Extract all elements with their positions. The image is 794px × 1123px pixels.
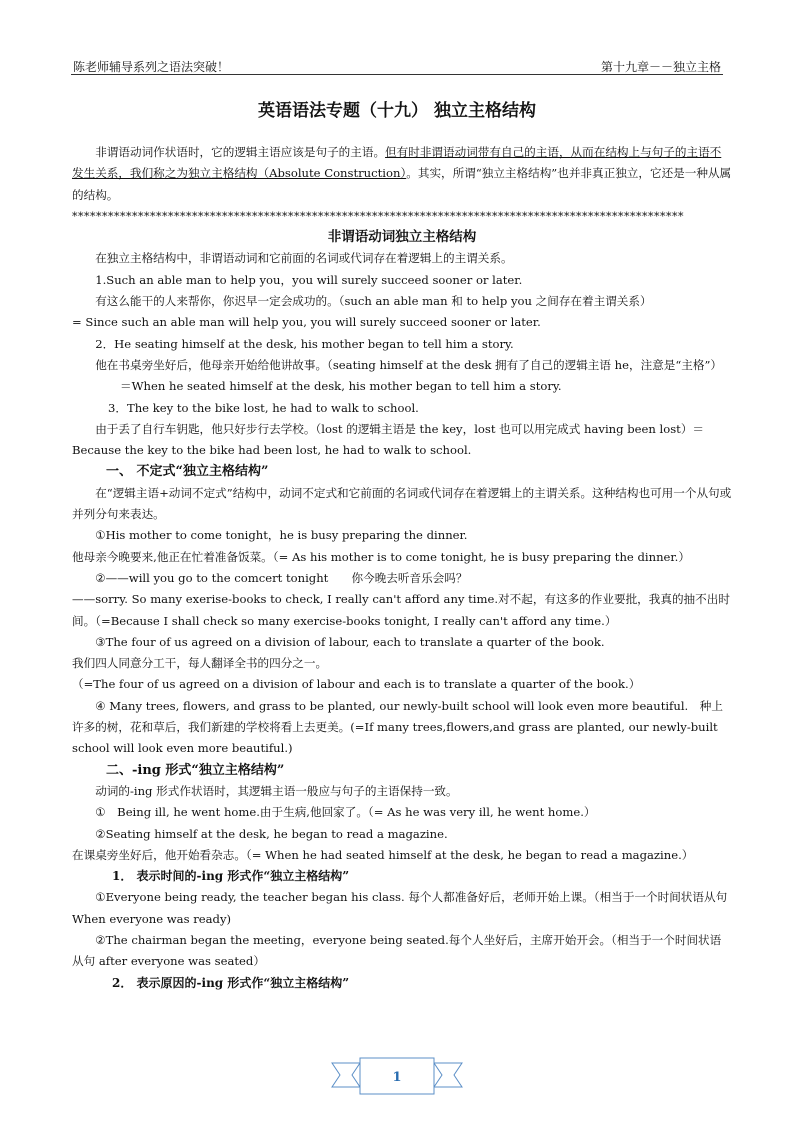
part2-line: 在课桌旁坐好后，他开始看杂志。（= When he had seated himself at the desk, he began to read a magazine.） (72, 847, 694, 862)
part2-sub1-line: ①Everyone being ready, the teacher began his class. 每个人都准备好后，老师开始上课。（相当于一个时间状语从句 When everyone was ready) (72, 890, 728, 926)
document-title: 英语语法专题（十九） 独立主格结构 (258, 101, 536, 121)
part1-line: 我们四人同意分工干，每人翻译全书的四分之一。 (72, 656, 328, 671)
intro-text-c: 。其实，所谓“独立主格结构”也并非真正独立，它还是一种从属的结构。 (72, 166, 732, 202)
part1-heading: 一、 不定式“独立主格结构” (106, 464, 269, 480)
part1-line: ①His mother to come tonight，he is busy preparing the dinner. (95, 528, 468, 543)
section1-line: 他在书桌旁坐好后，他母亲开始给他讲故事。（seating himself at the desk 拥有了自己的逻辑主语 he，注意是“主格”） (95, 357, 723, 372)
section1-line: 在独立主格结构中，非谓语动词和它前面的名词或代词存在着逻辑上的主谓关系。 (95, 251, 513, 266)
part2-line: ① Being ill, he went home.由于生病,他回家了。（= As he was very ill, he went home.） (95, 805, 596, 820)
part1-line: ——sorry. So many exerise-books to check, I really can't afford any time.对不起，有这多的作业要批，我真的抽不出时间。（=Because I shall check so many exercise-books tonight, I really can't afford any time.） (72, 592, 730, 628)
part1-line: 在“逻辑主语+动词不定式”结构中，动词不定式和它前面的名词或代词存在着逻辑上的主谓关系。这种结构也可用一个从句或并列分句来表达。 (72, 485, 732, 522)
separator-stars: ****************************************************************************************************** (72, 209, 684, 223)
intro-text-a: 非谓语动词作状语时，它的逻辑主语应该是句子的主语。 (95, 145, 386, 159)
part1-line: ②——will you go to the comcert tonight 你今晚去听音乐会吗？ (95, 570, 468, 585)
part1-line: （=The four of us agreed on a division of labour and each is to translate a quarter of the book.） (72, 677, 641, 692)
page-footer (0, 1050, 794, 1120)
header-right-text: 第十九章－－独立主格 (600, 60, 721, 74)
section1-line: 由于丢了自行车钥匙，他只好步行去学校。（lost 的逻辑主语是 the key，lost 也可以用完成式 having been lost）＝Because the key to the bike had been lost, he had to walk to school. (72, 421, 705, 458)
intro-text-b: 但有时非谓语动词带有自己的主语，从而在结构上与句子的主语不发生关系，我们称之为独立主格结构（Absolute Construction） (72, 145, 722, 181)
section1-line: 2．He seating himself at the desk, his mother began to tell him a story. (95, 336, 514, 351)
part2-line: 动词的-ing 形式作状语时，其逻辑主语一般应与句子的主语保持一致。 (95, 783, 458, 798)
part2-sub1-line: ②The chairman began the meeting，everyone being seated.每个人坐好后，主席开始开会。（相当于一个时间状语从句 after everyone was seated） (72, 932, 722, 969)
header-left-text: 陈老师辅导系列之语法突破！ (73, 60, 230, 74)
part2-sub2-heading: 2． 表示原因的-ing 形式作“独立主格结构” (112, 975, 350, 990)
part1-line: 他母亲今晚要来,他正在忙着准备饭菜。（= As his mother is to come tonight, he is busy preparing the dinner.） (72, 549, 690, 564)
section1-line: = Since such an able man will help you, you will surely succeed sooner or later. (72, 315, 541, 330)
document-body (72, 142, 732, 994)
section1-line: ＝When he seated himself at the desk, his mother began to tell him a story. (120, 379, 562, 394)
part2-heading: 二、-ing 形式“独立主格结构” (106, 762, 285, 778)
section1-heading: 非谓语动词独立主格结构 (327, 229, 477, 246)
section1-line: 有这么能干的人来帮你，你迟早一定会成功的。（such an able man 和 to help you 之间存在着主谓关系） (95, 294, 652, 309)
part1-line: ③The four of us agreed on a division of labour, each to translate a quarter of the book. (95, 634, 605, 649)
section1-line: 1.Such an able man to help you，you will surely succeed sooner or later. (95, 272, 523, 287)
part1-line: ④ Many trees, flowers, and grass to be planted, our newly-built school will look even more beautiful. 种上许多的树，花和草后，我们新建的学校将看上去更美。(=If many trees,flowers,and grass are planted, our newly-built school will look even more beautiful.) (72, 698, 723, 756)
section1-line: 3．The key to the bike lost, he had to walk to school. (108, 400, 419, 415)
page-header (71, 56, 723, 75)
part2-line: ②Seating himself at the desk, he began to read a magazine. (95, 826, 448, 841)
part2-sub1-heading: 1． 表示时间的-ing 形式作“独立主格结构” (112, 869, 350, 884)
page-number: 1 (392, 1070, 402, 1085)
intro-paragraph (72, 142, 732, 206)
